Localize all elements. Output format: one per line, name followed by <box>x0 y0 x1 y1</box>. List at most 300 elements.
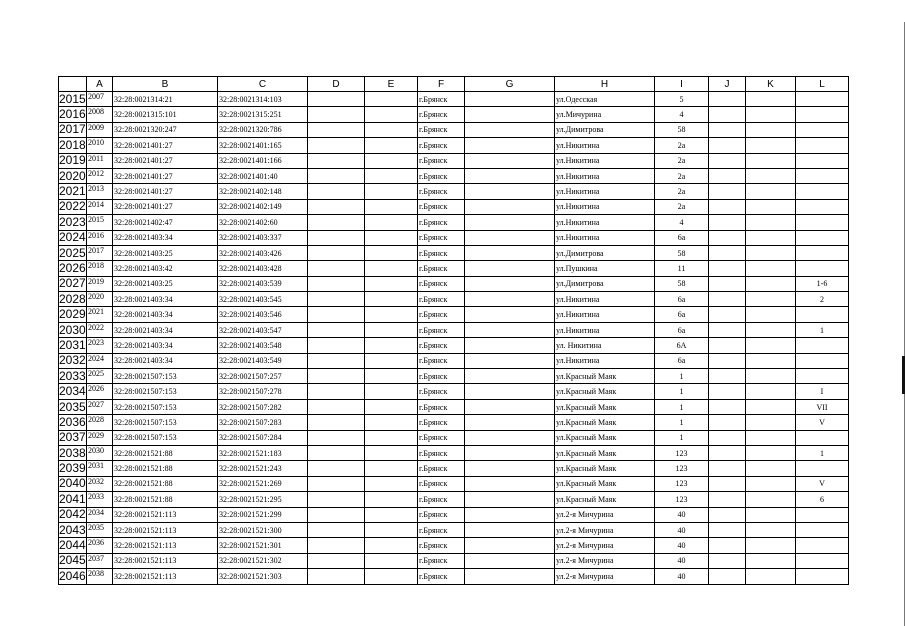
cell-k[interactable] <box>746 122 796 137</box>
cell-i[interactable]: 1 <box>655 369 709 384</box>
cell-i[interactable]: 4 <box>655 107 709 122</box>
cell-g[interactable] <box>465 338 555 353</box>
cell-l[interactable] <box>796 353 849 368</box>
cell-i[interactable]: 2а <box>655 138 709 153</box>
cell-k[interactable] <box>746 292 796 307</box>
cell-l[interactable] <box>796 230 849 245</box>
row-number[interactable]: 2043 <box>59 522 86 537</box>
cell-h[interactable]: ул.Димитрова <box>555 245 655 260</box>
cell-c[interactable]: 32:28:0021521:243 <box>218 461 308 476</box>
cell-j[interactable] <box>709 215 746 230</box>
cell-k[interactable] <box>746 92 796 107</box>
cell-c[interactable]: 32:28:0021401:166 <box>218 153 308 168</box>
cell-a[interactable]: 2033 <box>87 492 113 507</box>
cell-l[interactable] <box>796 92 849 107</box>
cell-d[interactable] <box>308 92 365 107</box>
cell-i[interactable]: 5 <box>655 92 709 107</box>
cell-a[interactable]: 2036 <box>87 538 113 553</box>
cell-i[interactable]: 58 <box>655 276 709 291</box>
cell-k[interactable] <box>746 353 796 368</box>
cell-e[interactable] <box>365 322 418 337</box>
cell-k[interactable] <box>746 338 796 353</box>
cell-i[interactable]: 6А <box>655 338 709 353</box>
cell-c[interactable]: 32:28:0021507:282 <box>218 399 308 414</box>
cell-l[interactable]: I <box>796 384 849 399</box>
cell-c[interactable]: 32:28:0021403:549 <box>218 353 308 368</box>
cell-d[interactable] <box>308 307 365 322</box>
cell-j[interactable] <box>709 168 746 183</box>
column-header[interactable]: K <box>746 77 796 92</box>
cell-i[interactable]: 40 <box>655 522 709 537</box>
cell-e[interactable] <box>365 184 418 199</box>
row-number[interactable]: 2044 <box>59 538 86 553</box>
cell-f[interactable]: г.Брянск <box>418 261 465 276</box>
cell-c[interactable]: 32:28:0021403:539 <box>218 276 308 291</box>
cell-h[interactable]: ул.Красный Маяк <box>555 445 655 460</box>
cell-c[interactable]: 32:28:0021507:283 <box>218 415 308 430</box>
cell-e[interactable] <box>365 307 418 322</box>
cell-a[interactable]: 2017 <box>87 245 113 260</box>
cell-h[interactable]: ул.Красный Маяк <box>555 384 655 399</box>
cell-h[interactable]: ул.Красный Маяк <box>555 461 655 476</box>
cell-g[interactable] <box>465 522 555 537</box>
cell-j[interactable] <box>709 384 746 399</box>
cell-g[interactable] <box>465 399 555 414</box>
cell-i[interactable]: 123 <box>655 476 709 491</box>
cell-c[interactable]: 32:28:0021521:295 <box>218 492 308 507</box>
cell-g[interactable] <box>465 445 555 460</box>
cell-k[interactable] <box>746 569 796 584</box>
cell-k[interactable] <box>746 276 796 291</box>
cell-e[interactable] <box>365 338 418 353</box>
cell-c[interactable]: 32:28:0021401:40 <box>218 168 308 183</box>
cell-h[interactable]: ул.Никитина <box>555 138 655 153</box>
cell-g[interactable] <box>465 553 555 568</box>
cell-j[interactable] <box>709 92 746 107</box>
cell-e[interactable] <box>365 461 418 476</box>
cell-a[interactable]: 2031 <box>87 461 113 476</box>
cell-d[interactable] <box>308 322 365 337</box>
cell-c[interactable]: 32:28:0021507:278 <box>218 384 308 399</box>
cell-a[interactable]: 2009 <box>87 122 113 137</box>
row-number[interactable]: 2022 <box>59 199 86 214</box>
cell-d[interactable] <box>308 538 365 553</box>
cell-l[interactable] <box>796 138 849 153</box>
cell-f[interactable]: г.Брянск <box>418 199 465 214</box>
cell-h[interactable]: ул.Никитина <box>555 199 655 214</box>
cell-i[interactable]: 123 <box>655 461 709 476</box>
cell-l[interactable]: 1 <box>796 445 849 460</box>
cell-f[interactable]: г.Брянск <box>418 353 465 368</box>
cell-f[interactable]: г.Брянск <box>418 569 465 584</box>
cell-i[interactable]: 1 <box>655 415 709 430</box>
column-header[interactable]: L <box>796 77 849 92</box>
cell-h[interactable]: ул.Пушкина <box>555 261 655 276</box>
cell-k[interactable] <box>746 184 796 199</box>
cell-i[interactable]: 40 <box>655 507 709 522</box>
cell-h[interactable]: ул.Красный Маяк <box>555 476 655 491</box>
cell-h[interactable]: ул.2-я Мичурина <box>555 538 655 553</box>
cell-g[interactable] <box>465 322 555 337</box>
cell-i[interactable]: 6а <box>655 322 709 337</box>
cell-c[interactable]: 32:28:0021402:149 <box>218 199 308 214</box>
cell-l[interactable]: V <box>796 476 849 491</box>
cell-e[interactable] <box>365 538 418 553</box>
cell-a[interactable]: 2027 <box>87 399 113 414</box>
cell-g[interactable] <box>465 168 555 183</box>
cell-g[interactable] <box>465 430 555 445</box>
column-header[interactable]: B <box>113 77 218 92</box>
cell-a[interactable]: 2029 <box>87 430 113 445</box>
cell-k[interactable] <box>746 476 796 491</box>
cell-h[interactable]: ул.Димитрова <box>555 122 655 137</box>
cell-e[interactable] <box>365 553 418 568</box>
cell-j[interactable] <box>709 476 746 491</box>
cell-f[interactable]: г.Брянск <box>418 307 465 322</box>
cell-e[interactable] <box>365 430 418 445</box>
cell-h[interactable]: ул.Никитина <box>555 153 655 168</box>
cell-d[interactable] <box>308 522 365 537</box>
cell-b[interactable]: 32:28:0021320:247 <box>113 122 218 137</box>
cell-l[interactable]: 6 <box>796 492 849 507</box>
cell-f[interactable]: г.Брянск <box>418 184 465 199</box>
cell-b[interactable]: 32:28:0021401:27 <box>113 168 218 183</box>
cell-c[interactable]: 32:28:0021521:300 <box>218 522 308 537</box>
cell-i[interactable]: 2а <box>655 199 709 214</box>
cell-e[interactable] <box>365 168 418 183</box>
cell-d[interactable] <box>308 445 365 460</box>
cell-b[interactable]: 32:28:0021403:34 <box>113 230 218 245</box>
cell-d[interactable] <box>308 553 365 568</box>
cell-e[interactable] <box>365 476 418 491</box>
cell-i[interactable]: 1 <box>655 384 709 399</box>
cell-f[interactable]: г.Брянск <box>418 461 465 476</box>
cell-j[interactable] <box>709 569 746 584</box>
cell-j[interactable] <box>709 184 746 199</box>
row-number[interactable]: 2034 <box>59 384 86 399</box>
cell-d[interactable] <box>308 369 365 384</box>
cell-l[interactable] <box>796 168 849 183</box>
cell-e[interactable] <box>365 569 418 584</box>
cell-i[interactable]: 1 <box>655 399 709 414</box>
cell-c[interactable]: 32:28:0021521:269 <box>218 476 308 491</box>
cell-b[interactable]: 32:28:0021403:34 <box>113 338 218 353</box>
cell-f[interactable]: г.Брянск <box>418 153 465 168</box>
row-number[interactable]: 2032 <box>59 353 86 368</box>
cell-i[interactable]: 6а <box>655 353 709 368</box>
cell-j[interactable] <box>709 553 746 568</box>
cell-l[interactable] <box>796 245 849 260</box>
cell-b[interactable]: 32:28:0021403:42 <box>113 261 218 276</box>
cell-e[interactable] <box>365 138 418 153</box>
cell-a[interactable]: 2013 <box>87 184 113 199</box>
cell-k[interactable] <box>746 507 796 522</box>
cell-l[interactable] <box>796 430 849 445</box>
cell-i[interactable]: 40 <box>655 569 709 584</box>
cell-j[interactable] <box>709 307 746 322</box>
cell-d[interactable] <box>308 184 365 199</box>
cell-a[interactable]: 2014 <box>87 199 113 214</box>
cell-d[interactable] <box>308 153 365 168</box>
cell-k[interactable] <box>746 245 796 260</box>
cell-c[interactable]: 32:28:0021403:426 <box>218 245 308 260</box>
cell-c[interactable]: 32:28:0021521:299 <box>218 507 308 522</box>
row-number[interactable]: 2037 <box>59 430 86 445</box>
cell-k[interactable] <box>746 230 796 245</box>
cell-f[interactable]: г.Брянск <box>418 276 465 291</box>
cell-k[interactable] <box>746 522 796 537</box>
cell-b[interactable]: 32:28:0021507:153 <box>113 384 218 399</box>
cell-h[interactable]: ул.2-я Мичурина <box>555 522 655 537</box>
cell-f[interactable]: г.Брянск <box>418 138 465 153</box>
cell-k[interactable] <box>746 168 796 183</box>
cell-e[interactable] <box>365 399 418 414</box>
cell-j[interactable] <box>709 353 746 368</box>
cell-a[interactable]: 2024 <box>87 353 113 368</box>
cell-j[interactable] <box>709 261 746 276</box>
cell-k[interactable] <box>746 322 796 337</box>
cell-b[interactable]: 32:28:0021401:27 <box>113 138 218 153</box>
cell-k[interactable] <box>746 492 796 507</box>
cell-c[interactable]: 32:28:0021403:546 <box>218 307 308 322</box>
cell-j[interactable] <box>709 399 746 414</box>
cell-b[interactable]: 32:28:0021507:153 <box>113 369 218 384</box>
cell-j[interactable] <box>709 138 746 153</box>
cell-d[interactable] <box>308 507 365 522</box>
cell-k[interactable] <box>746 138 796 153</box>
cell-b[interactable]: 32:28:0021521:113 <box>113 569 218 584</box>
cell-c[interactable]: 32:28:0021507:257 <box>218 369 308 384</box>
cell-i[interactable]: 1 <box>655 430 709 445</box>
cell-k[interactable] <box>746 399 796 414</box>
cell-d[interactable] <box>308 215 365 230</box>
row-number[interactable]: 2035 <box>59 399 86 414</box>
cell-d[interactable] <box>308 138 365 153</box>
cell-l[interactable] <box>796 215 849 230</box>
row-number[interactable]: 2021 <box>59 184 86 199</box>
cell-l[interactable] <box>796 153 849 168</box>
cell-j[interactable] <box>709 538 746 553</box>
cell-f[interactable]: г.Брянск <box>418 230 465 245</box>
cell-f[interactable]: г.Брянск <box>418 492 465 507</box>
cell-c[interactable]: 32:28:0021521:303 <box>218 569 308 584</box>
cell-d[interactable] <box>308 353 365 368</box>
cell-k[interactable] <box>746 215 796 230</box>
cell-c[interactable]: 32:28:0021521:183 <box>218 445 308 460</box>
cell-h[interactable]: ул.Никитина <box>555 322 655 337</box>
cell-k[interactable] <box>746 369 796 384</box>
cell-f[interactable]: г.Брянск <box>418 245 465 260</box>
cell-g[interactable] <box>465 122 555 137</box>
cell-d[interactable] <box>308 476 365 491</box>
cell-e[interactable] <box>365 492 418 507</box>
cell-g[interactable] <box>465 215 555 230</box>
cell-j[interactable] <box>709 230 746 245</box>
cell-j[interactable] <box>709 415 746 430</box>
cell-b[interactable]: 32:28:0021521:88 <box>113 492 218 507</box>
cell-b[interactable]: 32:28:0021521:113 <box>113 522 218 537</box>
cell-i[interactable]: 123 <box>655 445 709 460</box>
cell-a[interactable]: 2021 <box>87 307 113 322</box>
cell-j[interactable] <box>709 107 746 122</box>
cell-a[interactable]: 2037 <box>87 553 113 568</box>
cell-b[interactable]: 32:28:0021507:153 <box>113 430 218 445</box>
cell-a[interactable]: 2034 <box>87 507 113 522</box>
cell-j[interactable] <box>709 245 746 260</box>
column-header[interactable]: C <box>218 77 308 92</box>
cell-d[interactable] <box>308 399 365 414</box>
cell-a[interactable]: 2015 <box>87 215 113 230</box>
row-number[interactable]: 2026 <box>59 260 86 275</box>
cell-a[interactable]: 2022 <box>87 322 113 337</box>
cell-b[interactable]: 32:28:0021401:27 <box>113 184 218 199</box>
cell-g[interactable] <box>465 230 555 245</box>
cell-d[interactable] <box>308 261 365 276</box>
cell-i[interactable]: 6а <box>655 230 709 245</box>
cell-f[interactable]: г.Брянск <box>418 107 465 122</box>
cell-k[interactable] <box>746 461 796 476</box>
row-number[interactable]: 2025 <box>59 245 86 260</box>
row-number[interactable]: 2033 <box>59 368 86 383</box>
cell-a[interactable]: 2030 <box>87 445 113 460</box>
cell-a[interactable]: 2012 <box>87 168 113 183</box>
cell-f[interactable]: г.Брянск <box>418 538 465 553</box>
cell-i[interactable]: 123 <box>655 492 709 507</box>
cell-h[interactable]: ул.Никитина <box>555 292 655 307</box>
cell-f[interactable]: г.Брянск <box>418 476 465 491</box>
cell-j[interactable] <box>709 522 746 537</box>
cell-b[interactable]: 32:28:0021314:21 <box>113 92 218 107</box>
cell-i[interactable]: 2а <box>655 153 709 168</box>
cell-e[interactable] <box>365 230 418 245</box>
cell-a[interactable]: 2025 <box>87 369 113 384</box>
cell-g[interactable] <box>465 307 555 322</box>
column-header[interactable]: J <box>709 77 746 92</box>
cell-a[interactable]: 2020 <box>87 292 113 307</box>
cell-l[interactable] <box>796 507 849 522</box>
cell-a[interactable]: 2038 <box>87 569 113 584</box>
cell-k[interactable] <box>746 415 796 430</box>
cell-g[interactable] <box>465 415 555 430</box>
cell-e[interactable] <box>365 261 418 276</box>
cell-a[interactable]: 2008 <box>87 107 113 122</box>
cell-j[interactable] <box>709 445 746 460</box>
row-number[interactable]: 2029 <box>59 307 86 322</box>
cell-g[interactable] <box>465 476 555 491</box>
cell-h[interactable]: ул.Красный Маяк <box>555 492 655 507</box>
cell-a[interactable]: 2016 <box>87 230 113 245</box>
cell-f[interactable]: г.Брянск <box>418 445 465 460</box>
row-number[interactable]: 2040 <box>59 476 86 491</box>
cell-d[interactable] <box>308 292 365 307</box>
cell-d[interactable] <box>308 492 365 507</box>
cell-k[interactable] <box>746 553 796 568</box>
cell-g[interactable] <box>465 245 555 260</box>
cell-d[interactable] <box>308 199 365 214</box>
cell-a[interactable]: 2007 <box>87 92 113 107</box>
column-header[interactable]: F <box>418 77 465 92</box>
cell-c[interactable]: 32:28:0021320:786 <box>218 122 308 137</box>
cell-c[interactable]: 32:28:0021403:545 <box>218 292 308 307</box>
cell-g[interactable] <box>465 92 555 107</box>
row-number[interactable]: 2023 <box>59 214 86 229</box>
cell-g[interactable] <box>465 138 555 153</box>
cell-g[interactable] <box>465 492 555 507</box>
cell-e[interactable] <box>365 122 418 137</box>
cell-k[interactable] <box>746 430 796 445</box>
cell-f[interactable]: г.Брянск <box>418 507 465 522</box>
cell-h[interactable]: ул.Никитина <box>555 307 655 322</box>
cell-g[interactable] <box>465 276 555 291</box>
cell-d[interactable] <box>308 122 365 137</box>
cell-a[interactable]: 2018 <box>87 261 113 276</box>
cell-h[interactable]: ул.Димитрова <box>555 276 655 291</box>
cell-j[interactable] <box>709 122 746 137</box>
cell-b[interactable]: 32:28:0021403:34 <box>113 292 218 307</box>
cell-g[interactable] <box>465 153 555 168</box>
cell-b[interactable]: 32:28:0021521:113 <box>113 507 218 522</box>
cell-g[interactable] <box>465 384 555 399</box>
cell-g[interactable] <box>465 184 555 199</box>
cell-d[interactable] <box>308 415 365 430</box>
cell-k[interactable] <box>746 107 796 122</box>
cell-l[interactable]: 1-6 <box>796 276 849 291</box>
cell-c[interactable]: 32:28:0021403:547 <box>218 322 308 337</box>
cell-f[interactable]: г.Брянск <box>418 369 465 384</box>
cell-l[interactable]: VII <box>796 399 849 414</box>
row-number[interactable]: 2018 <box>59 137 86 152</box>
cell-f[interactable]: г.Брянск <box>418 292 465 307</box>
cell-i[interactable]: 40 <box>655 538 709 553</box>
column-header[interactable]: E <box>365 77 418 92</box>
row-number[interactable]: 2020 <box>59 168 86 183</box>
cell-h[interactable]: ул. Никитина <box>555 338 655 353</box>
cell-l[interactable] <box>796 553 849 568</box>
cell-l[interactable] <box>796 184 849 199</box>
cell-f[interactable]: г.Брянск <box>418 215 465 230</box>
cell-h[interactable]: ул.Красный Маяк <box>555 369 655 384</box>
cell-i[interactable]: 2а <box>655 168 709 183</box>
cell-e[interactable] <box>365 522 418 537</box>
cell-h[interactable]: ул.Никитина <box>555 184 655 199</box>
cell-l[interactable]: V <box>796 415 849 430</box>
cell-b[interactable]: 32:28:0021403:34 <box>113 353 218 368</box>
cell-e[interactable] <box>365 153 418 168</box>
cell-e[interactable] <box>365 276 418 291</box>
cell-f[interactable]: г.Брянск <box>418 415 465 430</box>
column-header[interactable]: H <box>555 77 655 92</box>
cell-f[interactable]: г.Брянск <box>418 384 465 399</box>
cell-a[interactable]: 2019 <box>87 276 113 291</box>
cell-i[interactable]: 58 <box>655 245 709 260</box>
cell-k[interactable] <box>746 261 796 276</box>
cell-e[interactable] <box>365 292 418 307</box>
cell-a[interactable]: 2035 <box>87 522 113 537</box>
cell-h[interactable]: ул.Красный Маяк <box>555 415 655 430</box>
cell-d[interactable] <box>308 569 365 584</box>
cell-e[interactable] <box>365 92 418 107</box>
cell-d[interactable] <box>308 107 365 122</box>
cell-k[interactable] <box>746 445 796 460</box>
cell-f[interactable]: г.Брянск <box>418 168 465 183</box>
cell-g[interactable] <box>465 507 555 522</box>
cell-g[interactable] <box>465 369 555 384</box>
cell-i[interactable]: 2а <box>655 184 709 199</box>
cell-i[interactable]: 6а <box>655 307 709 322</box>
cell-j[interactable] <box>709 492 746 507</box>
cell-l[interactable] <box>796 338 849 353</box>
cell-i[interactable]: 11 <box>655 261 709 276</box>
